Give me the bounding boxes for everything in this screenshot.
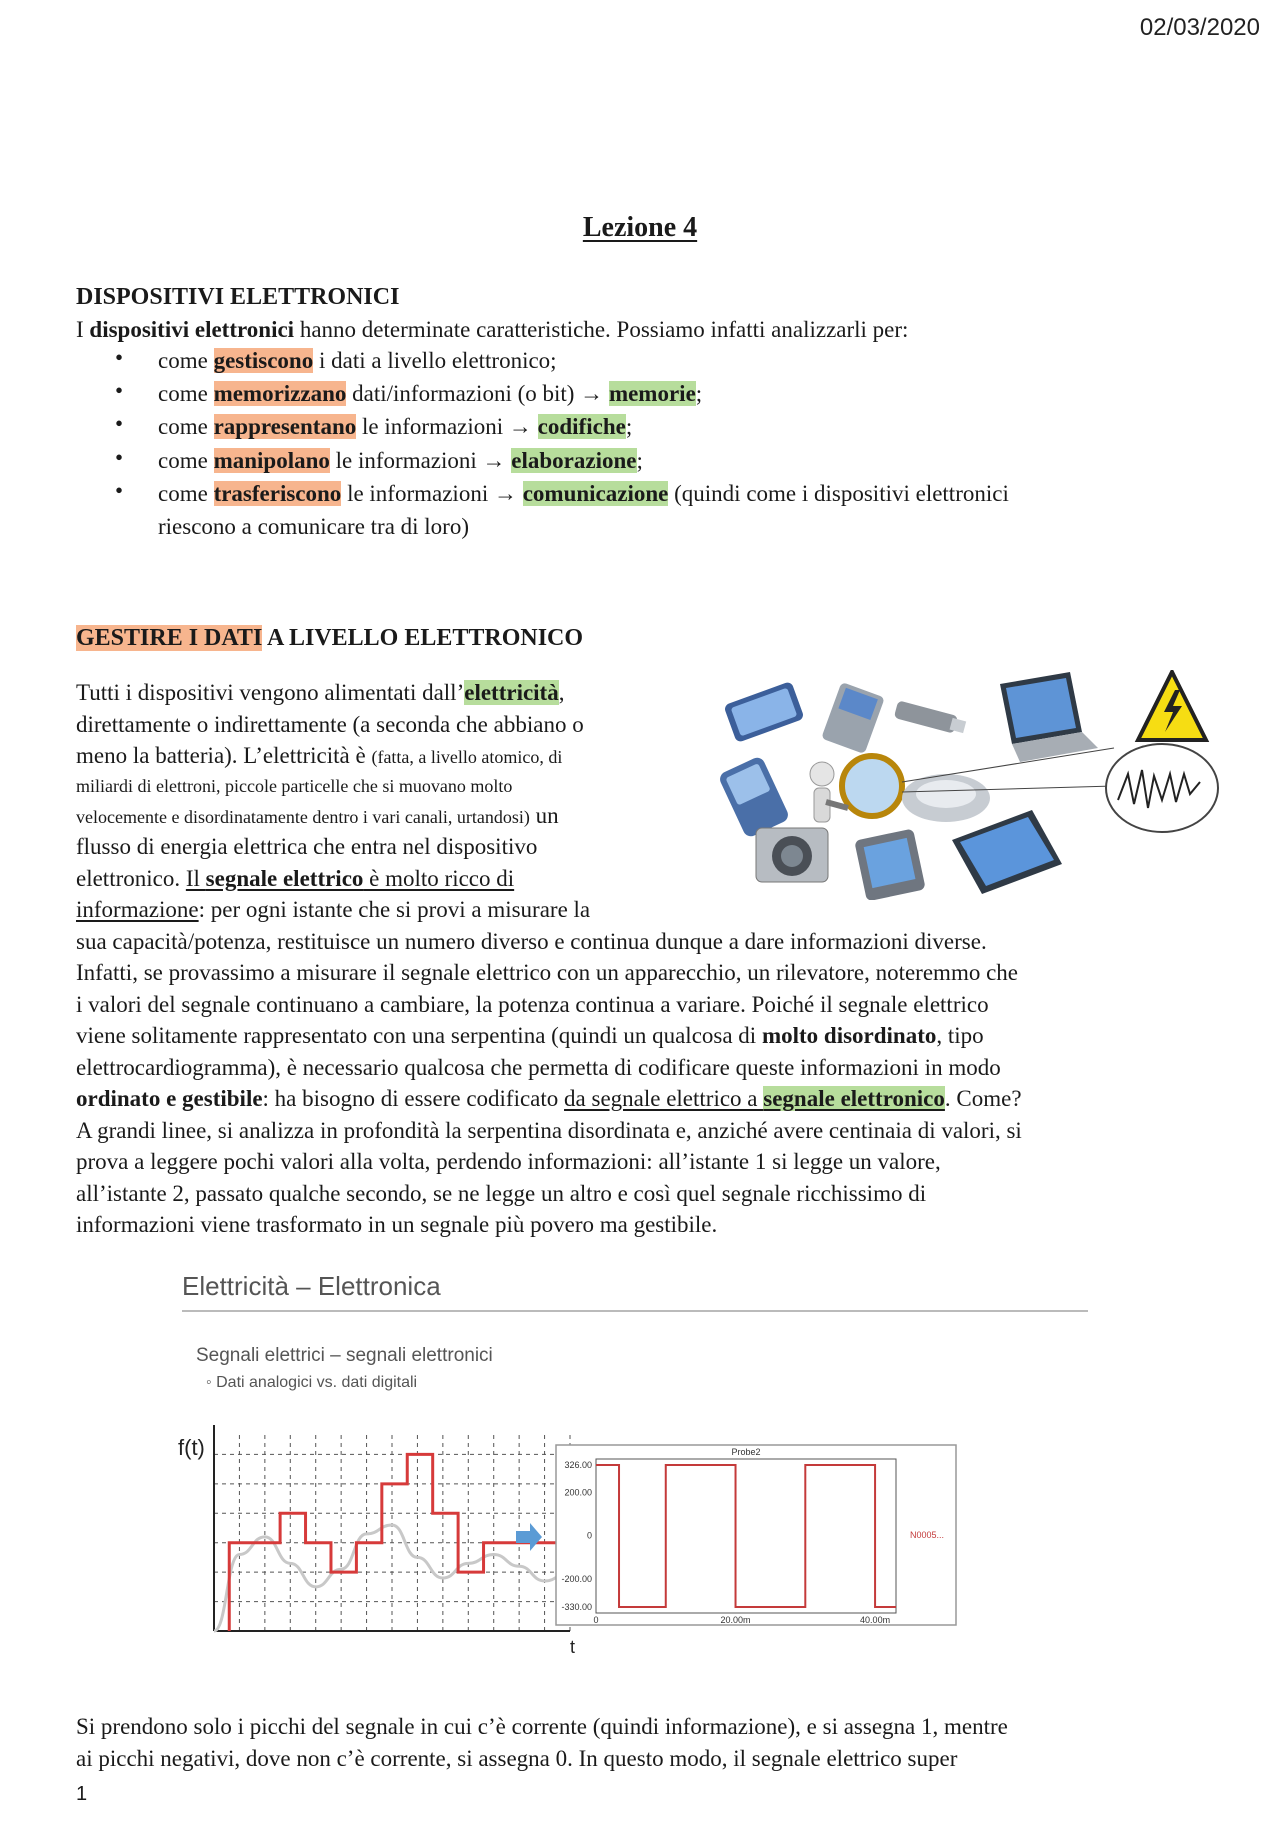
left-chart-y-label: f(t) xyxy=(178,1435,205,1460)
scope-y-tick: -200.00 xyxy=(561,1573,592,1584)
usb-stick-icon xyxy=(894,700,966,733)
scope-x-tick: 20.00m xyxy=(720,1615,751,1625)
page-number: 1 xyxy=(76,1783,88,1805)
bullet-dot: • xyxy=(115,378,124,403)
keyboard-phone-icon xyxy=(821,682,885,754)
bullet-item: come gestiscono i dati a livello elettronico; xyxy=(158,348,557,373)
bullet-item: come manipolano le informazioni → elaborazione; xyxy=(158,448,643,473)
person-magnifier-icon xyxy=(810,756,902,822)
slide-sub-bullet: ◦ Dati analogici vs. dati digitali xyxy=(206,1374,418,1391)
paragraph-line: direttamente o indirettamente (a seconda che abbiano o xyxy=(76,712,584,737)
bullet-dot: • xyxy=(115,411,124,436)
slide-title: Elettricità – Elettronica xyxy=(182,1271,441,1301)
page-title-text: Lezione 4 xyxy=(582,212,698,243)
warning-sign-icon xyxy=(1138,672,1206,740)
section1-heading: DISPOSITIVI ELETTRONICI xyxy=(76,284,400,310)
scope-y-tick: -330.00 xyxy=(561,1602,592,1612)
paragraph-line: prova a leggere pochi valori alla volta, perdendo informazioni: all’istante 1 si legge un valore, xyxy=(76,1149,941,1174)
bullet-continuation: riescono a comunicare tra di loro) xyxy=(158,514,470,539)
tablet-icon xyxy=(952,810,1062,894)
paragraph-line: ai picchi negativi, dove non c’è corrente, si assegna 0. In questo modo, il segnale elettrico super xyxy=(76,1746,958,1771)
phone-icon xyxy=(723,681,804,743)
page-title xyxy=(0,212,1280,244)
slide-figure xyxy=(160,1255,1110,1675)
arrow-right-icon xyxy=(516,1523,542,1551)
paragraph-line: Si prendono solo i picchi del segnale in cui c’è corrente (quindi informazione), e si assegna 1, mentre xyxy=(76,1714,1008,1739)
device-pad-icon xyxy=(902,774,990,822)
signal-bubble-icon xyxy=(1106,744,1218,832)
left-chart-x-label: t xyxy=(570,1637,576,1657)
devices-illustration xyxy=(720,670,1220,900)
bullet-dot: • xyxy=(115,345,124,370)
bullet-item: come rappresentano le informazioni → codifiche; xyxy=(158,414,633,439)
paragraph-line: flusso di energia elettrica che entra nel dispositivo xyxy=(76,834,538,859)
paragraph-line: meno la batteria). L’elettricità è (fatta, a livello atomico, di xyxy=(76,743,563,768)
paragraph-line: informazione: per ogni istante che si provi a misurare la xyxy=(76,897,591,922)
bullet-item: come trasferiscono le informazioni → comunicazione (quindi come i dispositivi elettronici xyxy=(158,481,1009,506)
scope-x-tick: 0 xyxy=(593,1615,599,1625)
scope-x-tick: 40.00m xyxy=(860,1615,891,1625)
paragraph-line: i valori del segnale continuano a cambiare, la potenza continua a variare. Poiché il segnale elettrico xyxy=(76,992,989,1017)
date-header: 02/03/2020 xyxy=(1139,14,1260,41)
bullet-item: come memorizzano dati/informazioni (o bit) → memorie; xyxy=(158,381,703,406)
section1-intro: I dispositivi elettronici hanno determinate caratteristiche. Possiamo infatti analizzarli per: xyxy=(76,317,909,342)
scope-plot-area xyxy=(596,1459,896,1613)
paragraph-line: ordinato e gestibile: ha bisogno di essere codificato da segnale elettrico a segnale elettronico. Come? xyxy=(76,1086,1022,1111)
paragraph-line: Tutti i dispositivi vengono alimentati dall’elettricità, xyxy=(76,680,565,705)
paragraph-line: elettrocardiogramma), è necessario qualcosa che permetta di codificare queste informazioni in modo xyxy=(76,1055,1001,1080)
paragraph-line: informazioni viene trasformato in un segnale più povero ma gestibile. xyxy=(76,1212,718,1237)
paragraph-line: Infatti, se provassimo a misurare il segnale elettrico con un apparecchio, un rilevatore, noteremmo che xyxy=(76,960,1019,985)
scope-y-tick: 200.00 xyxy=(564,1487,592,1498)
mp3-player-icon xyxy=(720,755,791,839)
scope-legend: N0005... xyxy=(910,1530,945,1540)
paragraph-line: velocemente e disordinatamente dentro i vari canali, urtandosi) un xyxy=(76,803,559,828)
scope-y-tick: 326.00 xyxy=(564,1460,592,1470)
bullet-dot: • xyxy=(115,478,124,503)
paragraph-line: viene solitamente rappresentato con una serpentina (quindi un qualcosa di molto disordinato, tipo xyxy=(76,1023,984,1048)
paragraph-line: A grandi linee, si analizza in profondità la serpentina disordinata e, anziché avere centinaia di valori, si xyxy=(76,1118,1022,1143)
scope-y-tick: 0 xyxy=(586,1530,592,1541)
slide-subtitle: Segnali elettrici – segnali elettronici xyxy=(196,1345,493,1366)
laptop-icon xyxy=(1000,672,1098,762)
paragraph-line: all’istante 2, passato qualche secondo, se ne legge un altro e così quel segnale ricchissimo di xyxy=(76,1181,927,1206)
paragraph-line: sua capacità/potenza, restituisce un numero diverso e continua dunque a dare informazioni diverse. xyxy=(76,929,987,954)
paragraph-line: miliardi di elettroni, piccole particelle che si muovano molto xyxy=(76,776,513,796)
bullet-dot: • xyxy=(115,445,124,470)
section2-heading: GESTIRE I DATI A LIVELLO ELETTRONICO xyxy=(76,625,584,651)
camera-icon xyxy=(756,828,828,882)
paragraph-line: elettronico. Il segnale elettrico è molto ricco di xyxy=(76,866,515,891)
scope-title: Probe2 xyxy=(731,1447,761,1457)
handheld-device-icon xyxy=(854,828,926,900)
